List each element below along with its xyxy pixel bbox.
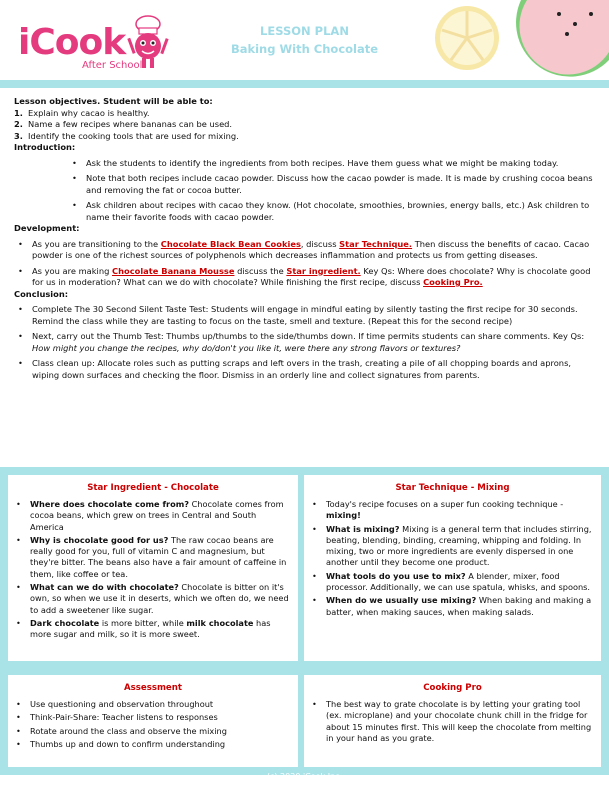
intro-item-2: • Note that both recipes include cacao powder. Discuss how the cacao powder is made. It is made by crushing cocoa beans and removing the fat or cocoa butter. (72, 173, 593, 195)
objectives-heading: Lesson objectives. Student will be able to: (14, 96, 213, 106)
list-item: • What tools do you use to mix? A blender, mixer, food processor. Additionally, we can use spatula, whisks, and spoons. (312, 570, 591, 593)
star-ingredient-title: Star Ingredient - Chocolate (87, 483, 219, 493)
introduction-heading: Introduction: (14, 142, 76, 152)
objective-2: 2. Name a few recipes where bananas can be used. (14, 119, 233, 129)
intro-item-3: • Ask children about recipes with cacao they know. (Hot chocolate, smoothies, brownies, energy balls, etc.) Ask children to name their favorite foods with cacao powder. (72, 200, 590, 222)
list-item: • Thumbs up and down to confirm understanding (16, 738, 226, 749)
list-item: • Think-Pair-Share: Teacher listens to responses (16, 712, 218, 723)
list-item: • Why is chocolate good for us? The raw cocao beans are really good for you, full of vitamin C and magnesium, but they're bitter. The beans also have a fair amount of caffeine in them, like coffee or tea. (16, 534, 287, 579)
conclusion-item-3: • Class clean up: Allocate roles such as putting scraps and left overs in the trash, creating a pile of all chopping boards and aprons, wiping down surfaces and checking the floor. Dismiss in an orderly line and collect signatures from parents. (18, 358, 572, 380)
conclusion-heading: Conclusion: (14, 288, 69, 299)
list-item: • What is mixing? Mixing is a general term that includes stirring, beating, blending, binding, creaming, whipping and folding. In mixing, two or more ingredients are evenly dispersed in one another until they become one product. (312, 523, 592, 568)
objective-1: 1. Explain why cacao is healthy. (14, 107, 150, 118)
page-subtitle: Baking With Chocolate (230, 42, 379, 56)
chocolate-black-bean-cookies-link[interactable]: Chocolate Black Bean Cookies (160, 238, 301, 249)
fruit-slices-icon (409, 0, 609, 80)
star-technique-box (304, 475, 601, 661)
development-item-1: • As you are transitioning to the Chocolate Black Bean Cookies, discuss Star Technique. Then discuss the benefits of cacao. Cacao powder is one of the richest sources of polyphenols which decreases inflammation and protects us from getting diseases. (18, 238, 590, 260)
list-item: • Use questioning and observation throughout (16, 699, 214, 709)
conclusion-item-1: • Complete The 30 Second Silent Taste Test: Students will engage in mindful eating by silently tasting the first recipe for 30 seconds. Remind the class while they are tasting to focus on the taste, smell and texture. (Repeat this for the second recipe) (18, 304, 578, 326)
objective-3: 3. Identify the cooking tools that are used for mixing. (14, 130, 239, 141)
list-item: • What can we do with chocolate? Chocolate is bitter on it's own, so when we use it in deserts, which we often do, we need to add a sweetener like sugar. (16, 582, 289, 615)
cooking-pro-box (304, 675, 601, 767)
intro-item-1: • Ask the students to identify the ingredients from both recipes. Have them guess what we might be making today. (72, 157, 559, 168)
cooking-pro-link[interactable]: Cooking Pro. (423, 277, 483, 287)
logo-subtitle: After School (82, 60, 143, 71)
copyright-footer: (c) 2020 iCook Inc. (266, 772, 343, 781)
list-item: • Dark chocolate is more bitter, while milk chocolate has more sugar and milk, so it is more sweet. (16, 617, 271, 640)
lesson-body (14, 96, 598, 381)
star-technique-title: Star Technique - Mixing (395, 483, 510, 493)
chocolate-banana-mousse-link[interactable]: Chocolate Banana Mousse (112, 265, 235, 276)
cooking-pro-title: Cooking Pro (423, 683, 482, 693)
development-heading: Development: (14, 223, 80, 233)
star-technique-link[interactable]: Star Technique. (339, 238, 413, 249)
conclusion-item-2: • Next, carry out the Thumb Test: Thumbs up/thumbs to the side/thumbs down. If time permits students can share comments. Key Qs: How might you change the recipes, why do/don't you like it, were there any strong flavors or textures? (18, 331, 585, 353)
list-item: • Where does chocolate come from? Chocolate comes from cocoa beans, which grew on trees in Central and South America (16, 499, 284, 532)
header-divider (0, 80, 609, 88)
assessment-box (8, 675, 298, 767)
logo-wordmark: iCook (18, 22, 126, 63)
page-header (0, 0, 609, 80)
list-item: • When do we usually use mixing? When baking and making a batter, when making sauces, when making salads. (312, 595, 592, 617)
list-item: • Today's recipe focuses on a super fun cooking technique - mixing! (312, 499, 564, 521)
development-item-2: • As you are making Chocolate Banana Mousse discuss the Star ingredient. Key Qs: Where does chocolate? Why is chocolate good for us in moderation? What can we do with chocolate? While finishing the first recipe, discuss Cooking Pro. (18, 265, 591, 287)
assessment-title: Assessment (124, 683, 182, 693)
star-ingredient-box (8, 475, 298, 661)
list-item: • Rotate around the class and observe the mixing (16, 725, 227, 736)
page-title: LESSON PLAN (260, 24, 349, 38)
list-item: • The best way to grate chocolate is by letting your grating tool (ex. microplane) and your chocolate chunk chill in the fridge for about 15 minutes first. This will keep the chocolate from melting in your hand as you grate. (312, 699, 592, 743)
star-ingredient-link[interactable]: Star ingredient. (286, 265, 361, 276)
